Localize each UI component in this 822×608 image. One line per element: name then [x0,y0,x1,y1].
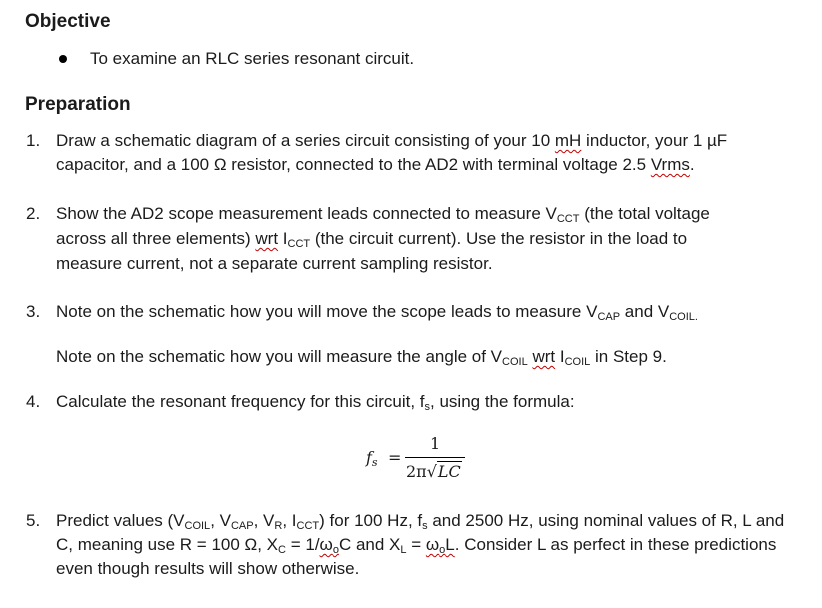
formula-equals: = [388,448,402,467]
item-5-line-3: even though results will show otherwise. [56,559,360,578]
item-5-number: 5. [26,511,41,530]
formula-numerator: 1 [430,434,441,453]
item-1-number: 1. [26,131,41,150]
item-2-line-3: measure current, not a separate current sampling resistor. [56,254,493,273]
formula-denominator: 2π√LC [406,462,461,481]
item-1-line-1: Draw a schematic diagram of a series circuit consisting of your 10 mH inductor, your 1 µF [56,131,728,150]
item-4-number: 4. [26,392,41,411]
bullet-icon [59,55,67,63]
objective-bullet-text: To examine an RLC series resonant circuit. [90,49,415,68]
item-1-line-2: capacitor, and a 100 Ω resistor, connected to the AD2 with terminal voltage 2.5 Vrms. [56,155,695,174]
preparation-heading: Preparation [25,94,131,115]
sqrt-icon: √ [426,462,437,481]
item-2-line-2: across all three elements) wrt $I_{CCT}$ (the circuit current). Use the resistor in the load to [56,229,688,250]
item-3-line-1: Note on the schematic how you will move the scope leads to measure $V_{CAP}$ and $V_{COIL.}$ [56,302,698,323]
item-4-line-1: Calculate the resonant frequency for this circuit, $f_s$, using the formula: [56,392,575,413]
item-5-line-1: Predict values ($V_{COIL}$, $V_{CAP}$, $V_R$, $I_{CCT}$) for 100 Hz, $f_s$ and 2500 Hz, using nominal values of R, L and [56,511,785,532]
fraction-bar [405,457,465,458]
item-2-line-1: Show the AD2 scope measurement leads connected to measure $V_{CCT}$ (the total voltage [56,204,710,225]
objective-heading: Objective [25,11,111,32]
item-2-number: 2. [26,204,41,223]
item-3-note: Note on the schematic how you will measure the angle of $V_{COIL}$ wrt $I_{COIL}$ in Step 9. [56,347,667,368]
item-5-line-2: C, meaning use R = 100 Ω, $X_C = 1/\omega_oC$ and $X_L = \omega_oL$. Consider L as perfect in these predictions [56,535,777,556]
item-3-number: 3. [26,302,41,321]
formula-lhs: $f_s$ [366,448,378,469]
